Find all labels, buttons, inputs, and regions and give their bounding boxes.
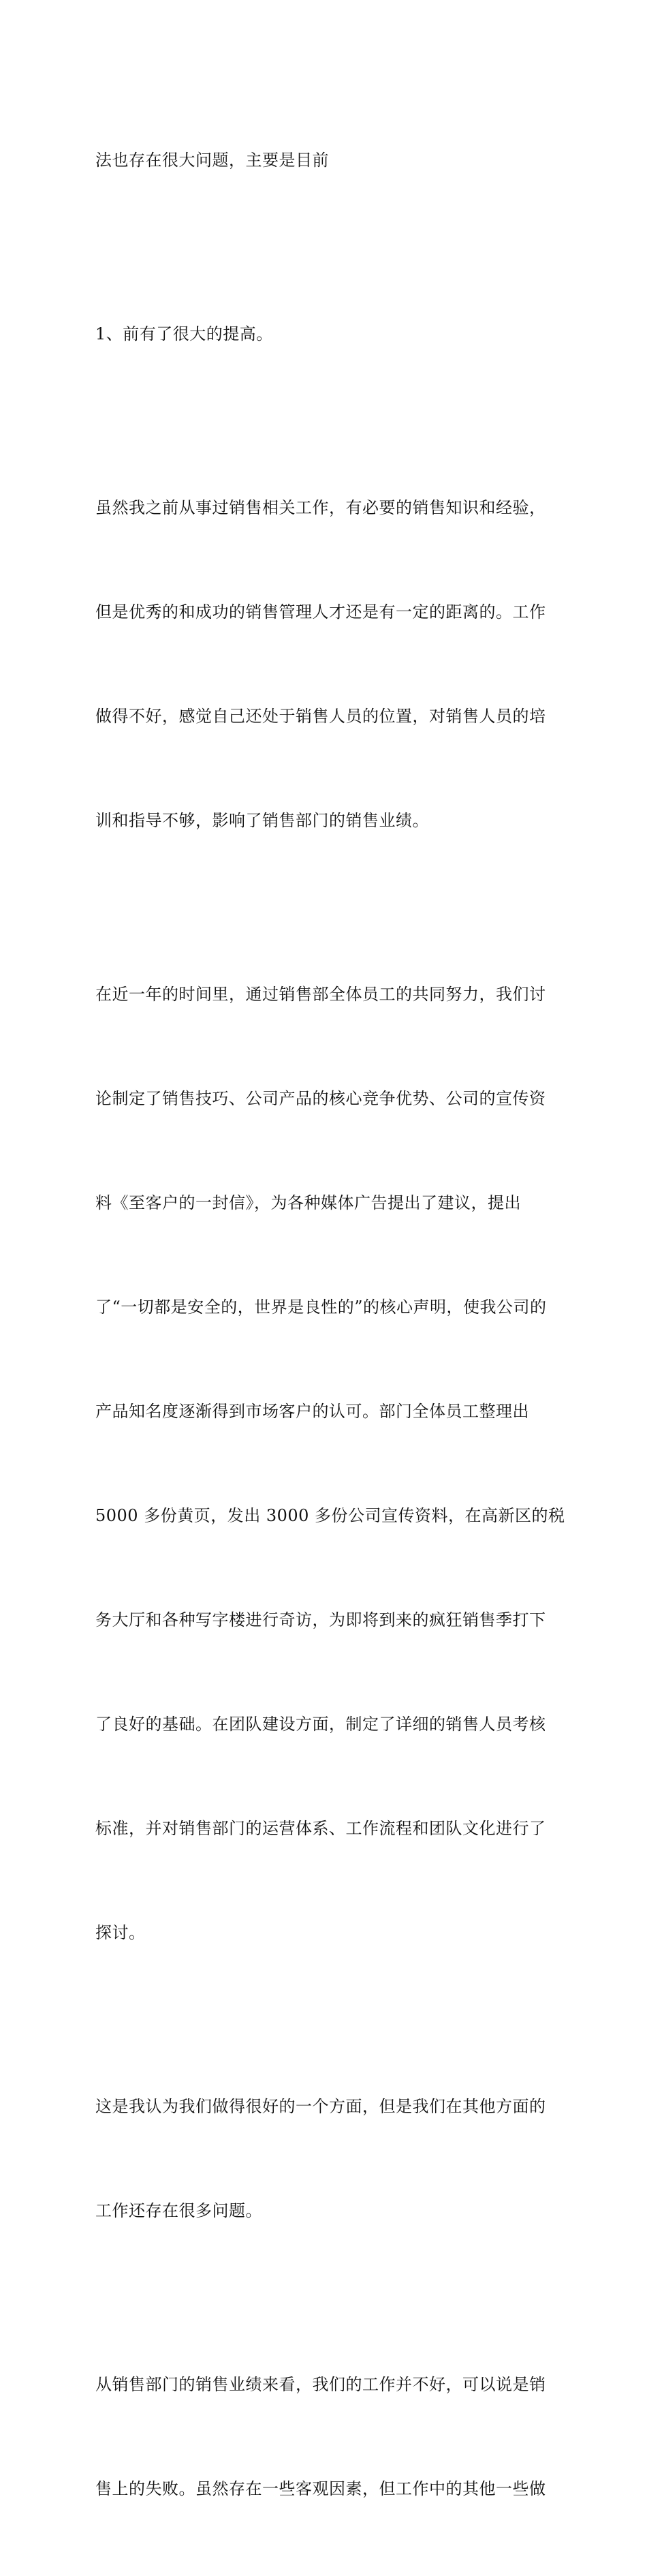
- text-line: 1、前有了很大的提高。: [95, 324, 273, 343]
- paragraph: [95, 2298, 558, 2576]
- text-line: 工作还存在很多问题。: [95, 2201, 262, 2220]
- text-line: 做得不好，感觉自己还处于销售人员的位置，对销售人员的培: [95, 707, 546, 726]
- text-line: 训和指导不够，影响了销售部门的销售业绩。: [95, 811, 429, 830]
- document-body: [95, 74, 565, 2576]
- text-line: 标准，并对销售部门的运营体系、工作流程和团队文化进行了: [95, 1819, 546, 1838]
- text-line: 5000 多份黄页，发出 3000 多份公司宣传资料，在高新区的税: [95, 1506, 565, 1525]
- paragraph: [95, 421, 558, 908]
- text-line: 了良好的基础。在团队建设方面，制定了详细的销售人员考核: [95, 1715, 546, 1734]
- text-line: 料《至客户的一封信》，为各种媒体广告提出了建议，提出: [95, 1193, 521, 1212]
- paragraph: [95, 247, 558, 421]
- paragraph: [95, 908, 565, 2020]
- text-line: 从销售部门的销售业绩来看，我们的工作并不好，可以说是销: [95, 2375, 546, 2394]
- text-line: 但是优秀的和成功的销售管理人才还是有一定的距离的。工作: [95, 602, 546, 622]
- text-line: 论制定了销售技巧、公司产品的核心竞争优势、公司的宣传资: [95, 1089, 546, 1108]
- paragraph: [95, 2020, 558, 2298]
- text-line: 了“一切都是安全的，世界是良性的”的核心声明，使我公司的: [95, 1298, 547, 1317]
- text-line: 这是我认为我们做得很好的一个方面，但是我们在其他方面的: [95, 2097, 546, 2116]
- paragraph: [95, 74, 558, 247]
- text-line: 在近一年的时间里，通过销售部全体员工的共同努力，我们讨: [95, 985, 546, 1004]
- text-line: 虽然我之前从事过销售相关工作，有必要的销售知识和经验，: [95, 498, 546, 517]
- text-line: 产品知名度逐渐得到市场客户的认可。部门全体员工整理出: [95, 1402, 529, 1421]
- text-line: 法也存在很大问题，主要是目前: [95, 151, 329, 170]
- text-line: 务大厅和各种写字楼进行奇访，为即将到来的疯狂销售季打下: [95, 1610, 546, 1629]
- text-line: 售上的失败。虽然存在一些客观因素，但工作中的其他一些做: [95, 2479, 546, 2498]
- text-line: 探讨。: [95, 1923, 146, 1942]
